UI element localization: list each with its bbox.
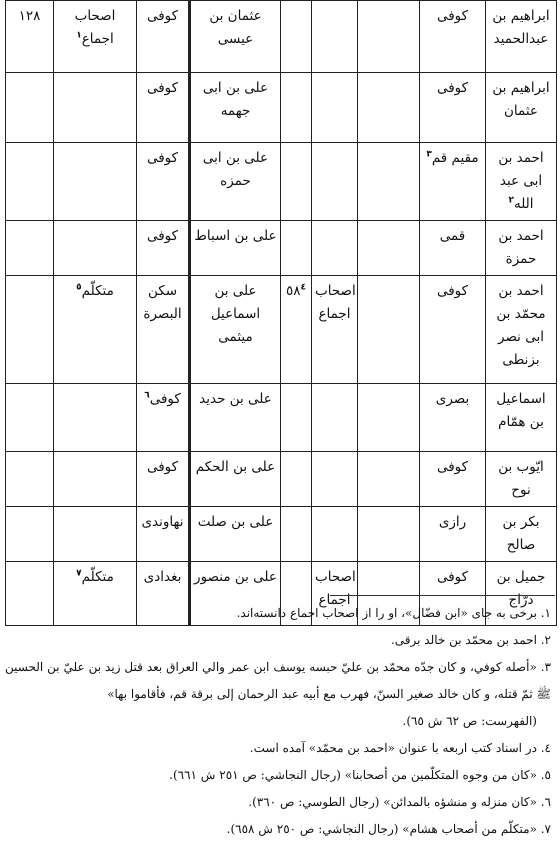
right-city-cell-text: کوفی — [436, 283, 469, 299]
right-name-cell — [486, 384, 557, 452]
table-row — [6, 143, 557, 221]
left-name-cell — [190, 1, 281, 73]
right-note-cell — [312, 73, 358, 143]
left-note-cell-text: اصحاب اجماع — [74, 8, 116, 47]
right-extra-cell — [358, 507, 420, 562]
right-volume-cell — [281, 276, 312, 384]
right-extra-cell — [358, 73, 420, 143]
footnote-marker: ٧ — [76, 568, 82, 579]
left-name-cell — [190, 276, 281, 384]
right-city-cell — [420, 452, 486, 507]
left-name-cell-text: علی بن الحکم — [195, 459, 276, 475]
left-name-cell-text: علی بن ابی حمزه — [202, 150, 269, 189]
right-name-cell — [486, 276, 557, 384]
footnote-marker: ٦ — [144, 390, 150, 401]
right-extra-cell — [358, 1, 420, 73]
left-note-cell — [54, 384, 137, 452]
left-city-cell-text: بغدادی — [143, 569, 182, 585]
left-volume-cell-text: ١٢٨ — [18, 8, 41, 24]
right-note-cell-text: اصحاب اجماع — [315, 283, 356, 322]
right-volume-cell — [281, 1, 312, 73]
right-name-cell-text: احمد بن محمّد بن ابی نصر بزنطی — [496, 283, 546, 368]
right-city-cell-text: مقیم قم — [431, 150, 479, 166]
left-city-cell-text: کوفی — [146, 8, 179, 24]
right-city-cell — [420, 1, 486, 73]
footnote-marker: ٢ — [508, 195, 514, 206]
left-name-cell — [190, 507, 281, 562]
narrators-table — [5, 0, 557, 626]
right-note-cell — [312, 276, 358, 384]
right-name-cell-text: احمد بن حمزة — [498, 228, 544, 267]
footnote-marker: ١ — [76, 30, 82, 41]
right-city-cell — [420, 276, 486, 384]
left-note-cell — [54, 1, 137, 73]
right-extra-cell — [358, 384, 420, 452]
left-name-cell — [190, 452, 281, 507]
left-note-cell-text: متکلّم — [81, 283, 114, 299]
right-note-cell — [312, 452, 358, 507]
left-city-cell-text: کوفی — [146, 150, 179, 166]
left-city-cell — [137, 1, 190, 73]
table-row — [6, 384, 557, 452]
left-volume-cell — [6, 1, 54, 73]
right-extra-cell — [358, 452, 420, 507]
table-row — [6, 276, 557, 384]
footnote-3-source: (الفهرست: ص ٦٢ ش ٦٥). — [402, 714, 537, 728]
left-note-cell — [54, 143, 137, 221]
right-note-cell — [312, 143, 358, 221]
table-row — [6, 452, 557, 507]
left-note-cell-text: متکلّم — [81, 569, 114, 585]
left-note-cell — [54, 221, 137, 276]
right-extra-cell — [358, 143, 420, 221]
right-name-cell-text: بکر بن صالح — [502, 514, 540, 553]
right-city-cell-text: کوفی — [436, 569, 469, 585]
footnote-2: ٢. احمد بن محمّد بن خالد برقی. — [390, 633, 551, 647]
footnote-1: ١. برخی به جای «ابن فضّال»، او را از اصحاب اجماع دانسته‌اند. — [236, 606, 551, 620]
left-volume-cell — [6, 384, 54, 452]
left-city-cell-text: نهاوندی — [141, 514, 184, 530]
left-name-cell-text: علی بن اسباط — [194, 228, 277, 244]
footnote-4: ٤. در اسناد کتب اربعه با عنوان «احمد بن محمّد» آمده است. — [249, 741, 551, 755]
left-volume-cell — [6, 143, 54, 221]
footnote-3: ٣. «أصله کوفي، و کان جدّه محمّد بن عليّ حبسه یوسف ابن عمر والي العراق بعد قتل زید بن عليّ بن الحسین ﷺ ثمّ قتله، و کان خالد صغیر السنّ، فهرب مع أبیه عبد الرحمان إلی برقة قم، فأقاموا بها» — [5, 660, 551, 701]
left-name-cell — [190, 384, 281, 452]
left-note-cell — [54, 73, 137, 143]
right-note-cell — [312, 1, 358, 73]
left-city-cell-text: کوفی — [146, 459, 179, 475]
left-city-cell-text: کوفی — [146, 80, 179, 96]
right-extra-cell — [358, 276, 420, 384]
right-volume-cell — [281, 143, 312, 221]
right-name-cell — [486, 143, 557, 221]
left-city-cell — [137, 221, 190, 276]
right-name-cell — [486, 507, 557, 562]
footnotes — [5, 600, 551, 843]
left-city-cell — [137, 452, 190, 507]
right-volume-cell — [281, 73, 312, 143]
right-name-cell-text: احمد بن ابی عبد الله — [498, 150, 544, 212]
right-city-cell — [420, 221, 486, 276]
right-city-cell — [420, 73, 486, 143]
right-note-cell — [312, 221, 358, 276]
right-city-cell — [420, 143, 486, 221]
right-name-cell-text: ابراهیم بن عبدالحمید — [492, 8, 550, 47]
right-extra-cell — [358, 221, 420, 276]
left-volume-cell — [6, 452, 54, 507]
footnote-6: ٦. «کان منزله و منشؤه بالمدائن» (رجال الطوسي: ص ٣٦٠). — [248, 795, 551, 809]
right-name-cell-text: جمیل بن درّاج — [496, 569, 546, 608]
left-city-cell — [137, 384, 190, 452]
left-name-cell-text: علی بن ابی جهمه — [202, 80, 269, 119]
right-city-cell-text: بصری — [435, 391, 470, 407]
right-name-cell-text: ایّوب بن نوح — [498, 459, 544, 498]
left-city-cell-text: سکن البصرة — [143, 283, 182, 322]
left-city-cell-text: کوفی — [149, 391, 181, 407]
right-name-cell-text: اسماعیل بن همّام — [496, 391, 546, 430]
right-note-cell — [312, 384, 358, 452]
right-city-cell — [420, 507, 486, 562]
left-note-cell — [54, 507, 137, 562]
right-volume-cell — [281, 384, 312, 452]
right-city-cell-text: قمی — [439, 228, 466, 244]
left-volume-cell — [6, 221, 54, 276]
footnote-7: ٧. «متکلّم من أصحاب هشام» (رجال النجاشي: ص ٢٥٠ ش ٦٥٨). — [226, 822, 551, 836]
left-name-cell — [190, 143, 281, 221]
right-city-cell-text: کوفی — [436, 80, 469, 96]
right-volume-cell — [281, 221, 312, 276]
right-name-cell — [486, 73, 557, 143]
right-note-cell-text: اصحاب اجماع — [315, 569, 356, 608]
footnote-5: ٥. «کان من وجوه المتکلّمین من أصحابنا» (رجال النجاشي: ص ٢٥١ ش ٦٦١). — [169, 768, 551, 782]
right-city-cell-text: کوفی — [436, 8, 469, 24]
right-city-cell — [420, 384, 486, 452]
table-row — [6, 1, 557, 73]
table-row — [6, 507, 557, 562]
right-city-cell-text: رازی — [438, 514, 467, 530]
left-volume-cell — [6, 276, 54, 384]
left-name-cell-text: عثمان بن عیسی — [209, 8, 262, 47]
left-name-cell-text: علی بن منصور — [194, 569, 277, 585]
left-note-cell — [54, 276, 137, 384]
left-name-cell-text: علی بن اسماعیل میثمی — [210, 283, 261, 345]
right-name-cell — [486, 452, 557, 507]
right-volume-cell — [281, 507, 312, 562]
left-note-cell — [54, 452, 137, 507]
left-city-cell — [137, 73, 190, 143]
footnote-separator — [330, 595, 555, 596]
footnote-marker: ٥ — [76, 282, 82, 293]
left-name-cell-text: علی بن حدید — [199, 391, 272, 407]
left-city-cell-text: کوفی — [146, 228, 179, 244]
footnote-marker: ٤ — [300, 282, 306, 293]
footnote-marker: ٣ — [426, 149, 432, 160]
left-city-cell — [137, 276, 190, 384]
left-volume-cell — [6, 507, 54, 562]
left-city-cell — [137, 143, 190, 221]
table-row — [6, 221, 557, 276]
right-note-cell — [312, 507, 358, 562]
right-city-cell-text: کوفی — [436, 459, 469, 475]
right-name-cell — [486, 1, 557, 73]
right-name-cell — [486, 221, 557, 276]
left-name-cell — [190, 73, 281, 143]
right-volume-cell-text: ٥٨ — [285, 283, 301, 299]
left-name-cell — [190, 221, 281, 276]
table-row — [6, 73, 557, 143]
left-city-cell — [137, 507, 190, 562]
left-volume-cell — [6, 73, 54, 143]
right-name-cell-text: ابراهیم بن عثمان — [492, 80, 550, 119]
left-name-cell-text: علی بن صلت — [197, 514, 274, 530]
right-volume-cell — [281, 452, 312, 507]
